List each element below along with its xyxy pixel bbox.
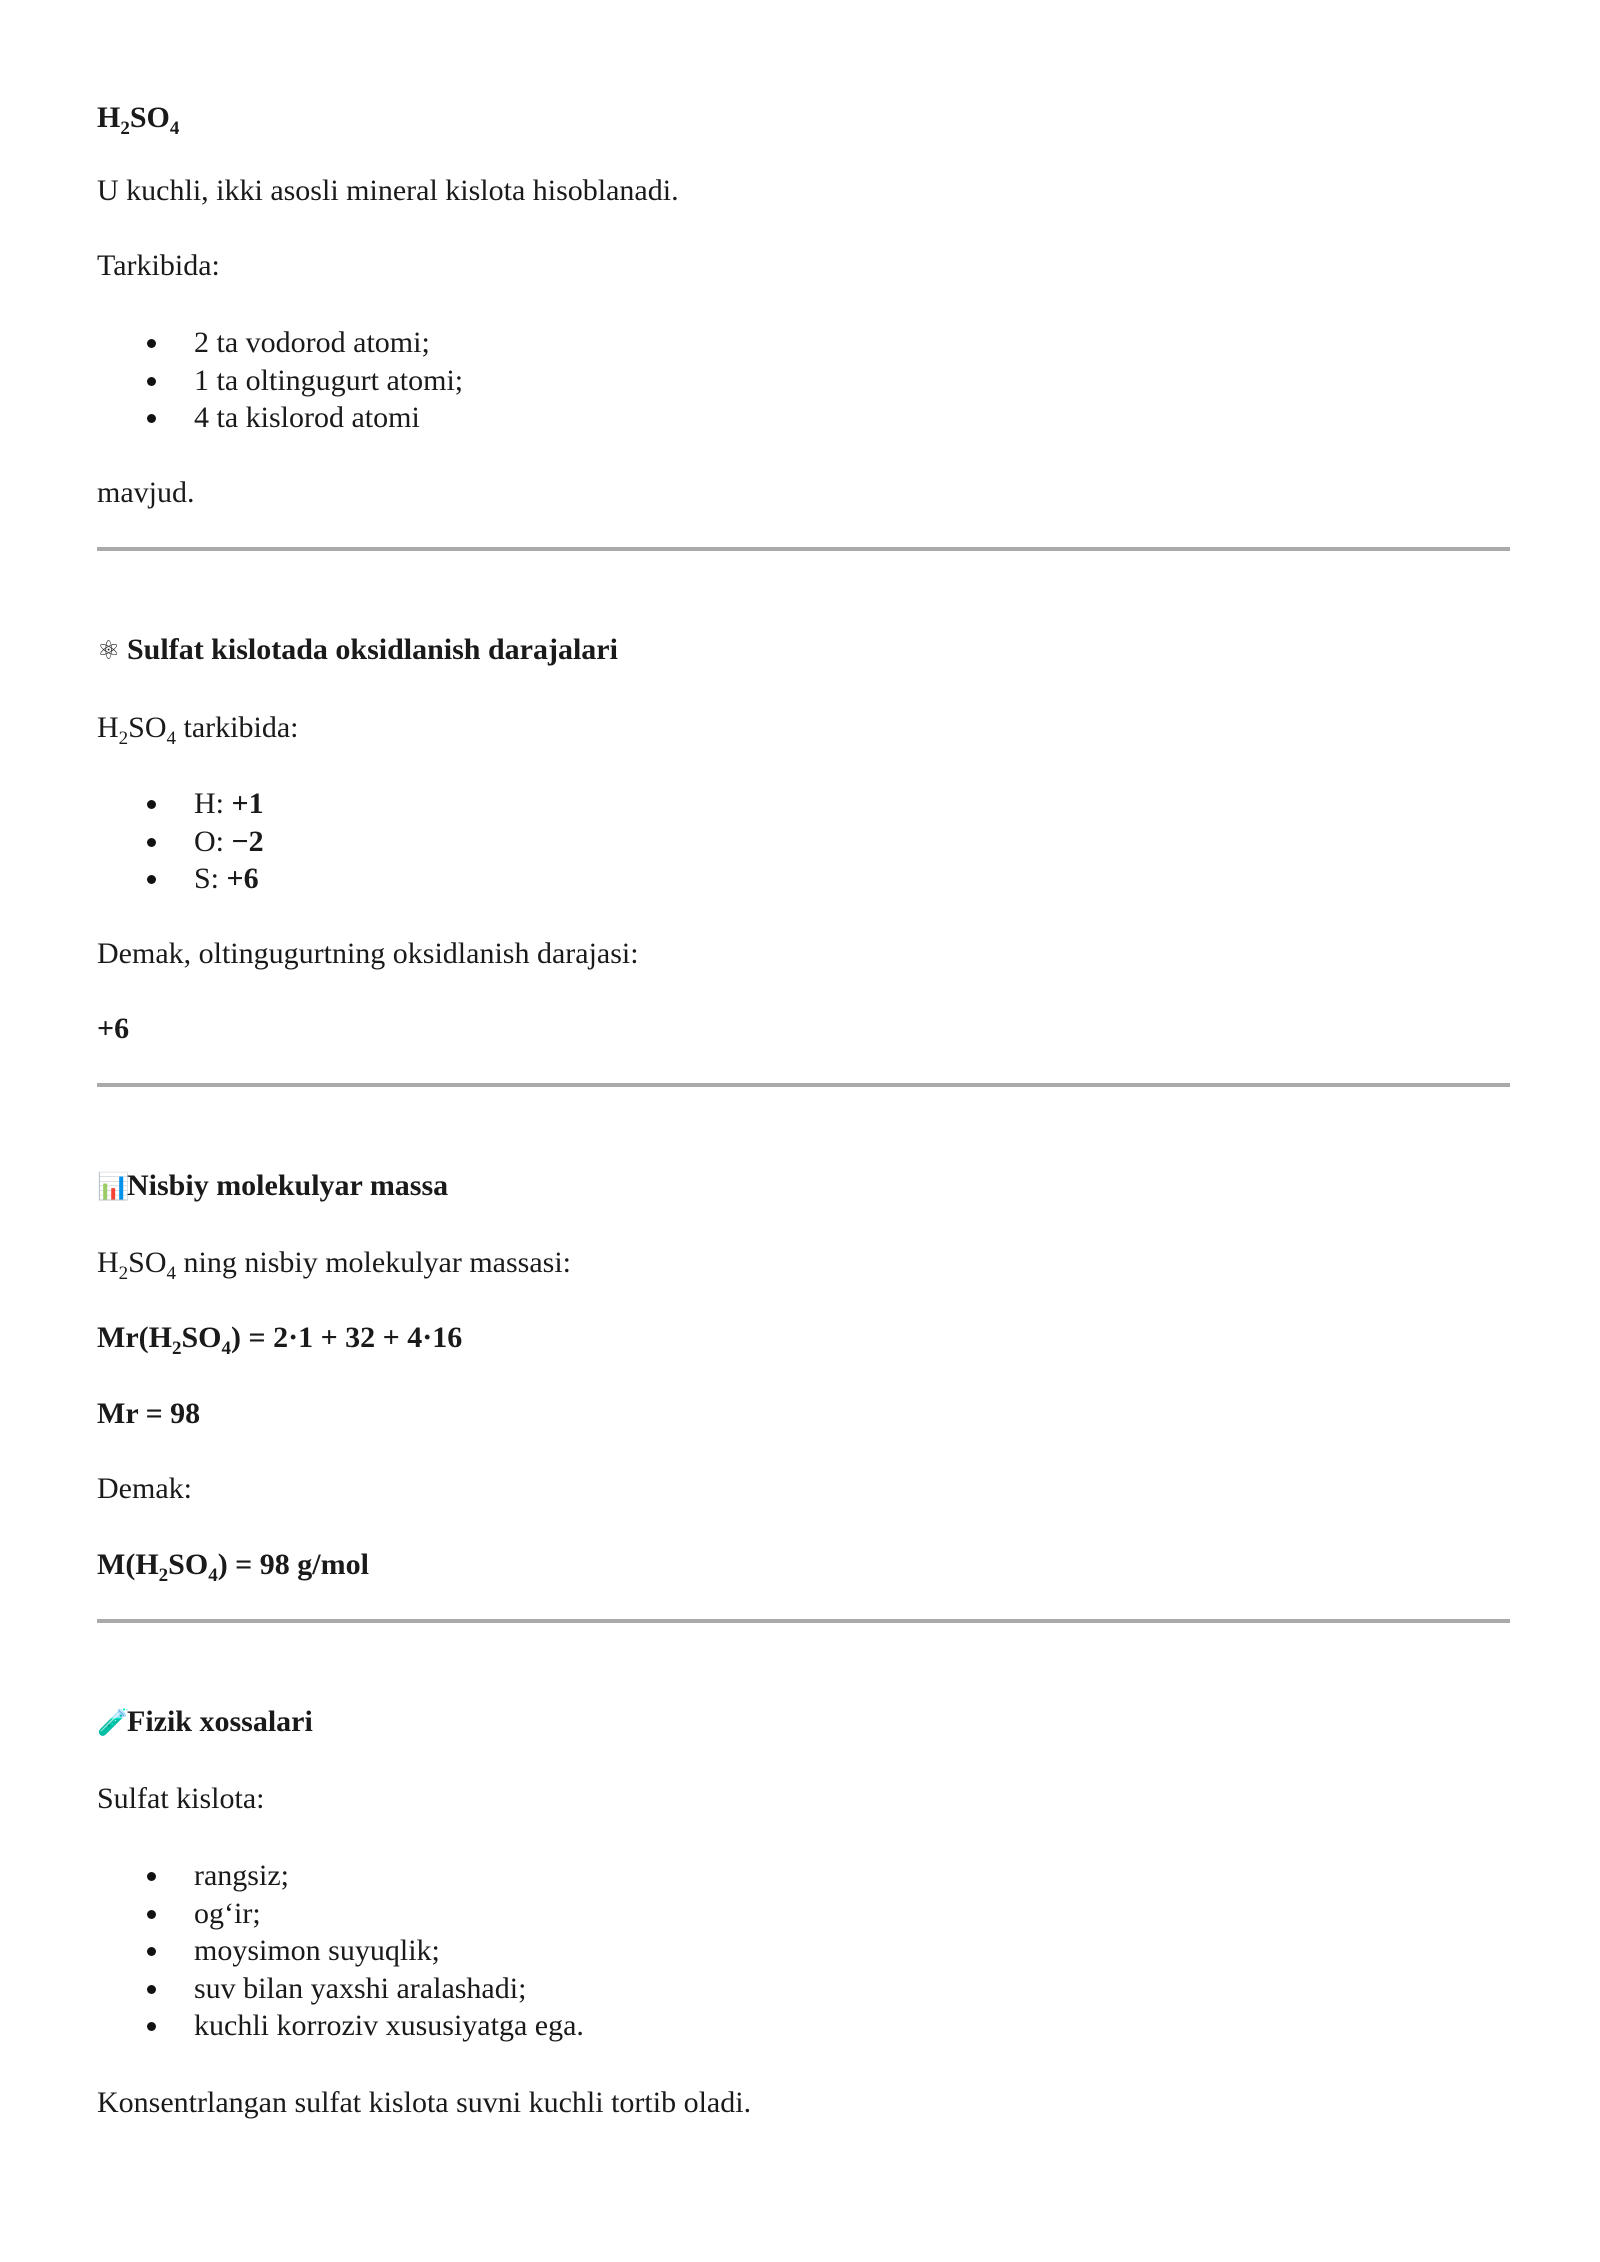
mass-result: Mr = 98 bbox=[97, 1397, 201, 1430]
atom-icon: ⚛ bbox=[97, 636, 121, 666]
list-item: O: −2 bbox=[97, 823, 264, 861]
list-item: rangsiz; bbox=[97, 1857, 584, 1895]
physical-intro: Sulfat kislota: bbox=[97, 1782, 265, 1815]
molar-mass: $M(H_2SO_4) = 98$ g/mol bbox=[97, 1548, 369, 1586]
oxidation-intro: $H_2SO_4$ tarkibida: bbox=[97, 711, 299, 749]
list-item: kuchli korroziv xususiyatga ega. bbox=[97, 2007, 584, 2045]
physical-list bbox=[97, 1857, 584, 2045]
mass-formula: $Mr(H_2SO_4) = 2\cdot 1 + 32 + 4\cdot 16$ bbox=[97, 1321, 463, 1359]
oxidation-heading: ⚛ Sulfat kislotada oksidlanish darajalari bbox=[97, 632, 618, 669]
physical-heading: 🧪Fizik xossalari bbox=[97, 1704, 313, 1741]
list-item: 2 ta vodorod atomi; bbox=[97, 324, 463, 362]
section-divider bbox=[97, 547, 1510, 551]
test-tube-icon: 🧪 bbox=[97, 1708, 130, 1738]
mass-demak: Demak: bbox=[97, 1472, 192, 1505]
oxidation-conclusion: Demak, oltingugurtning oksidlanish darajasi: bbox=[97, 937, 639, 970]
oxidation-list bbox=[97, 785, 264, 898]
mass-heading: 📊Nisbiy molekulyar massa bbox=[97, 1168, 448, 1205]
intro-paragraph: U kuchli, ikki asosli mineral kislota hisoblanadi. bbox=[97, 174, 679, 207]
section-divider bbox=[97, 1619, 1510, 1623]
list-item: S: +6 bbox=[97, 860, 264, 898]
list-item: og‘ir; bbox=[97, 1895, 584, 1933]
physical-conclusion: Konsentrlangan sulfat kislota suvni kuchli tortib oladi. bbox=[97, 2086, 752, 2119]
composition-end: mavjud. bbox=[97, 476, 195, 509]
list-item: 1 ta oltingugurt atomi; bbox=[97, 362, 463, 400]
section-divider bbox=[97, 1083, 1510, 1087]
mass-intro: $H_2SO_4$ ning nisbiy molekulyar massasi: bbox=[97, 1246, 571, 1284]
composition-list bbox=[97, 324, 463, 437]
list-item: 4 ta kislorod atomi bbox=[97, 399, 463, 437]
list-item: H: +1 bbox=[97, 785, 264, 823]
list-item: suv bilan yaxshi aralashadi; bbox=[97, 1970, 584, 2008]
bar-chart-icon: 📊 bbox=[97, 1172, 130, 1202]
page-title: $H_2SO_4$ bbox=[97, 101, 180, 139]
composition-label: Tarkibida: bbox=[97, 249, 220, 282]
oxidation-answer: +6 bbox=[97, 1012, 130, 1045]
list-item: moysimon suyuqlik; bbox=[97, 1932, 584, 1970]
